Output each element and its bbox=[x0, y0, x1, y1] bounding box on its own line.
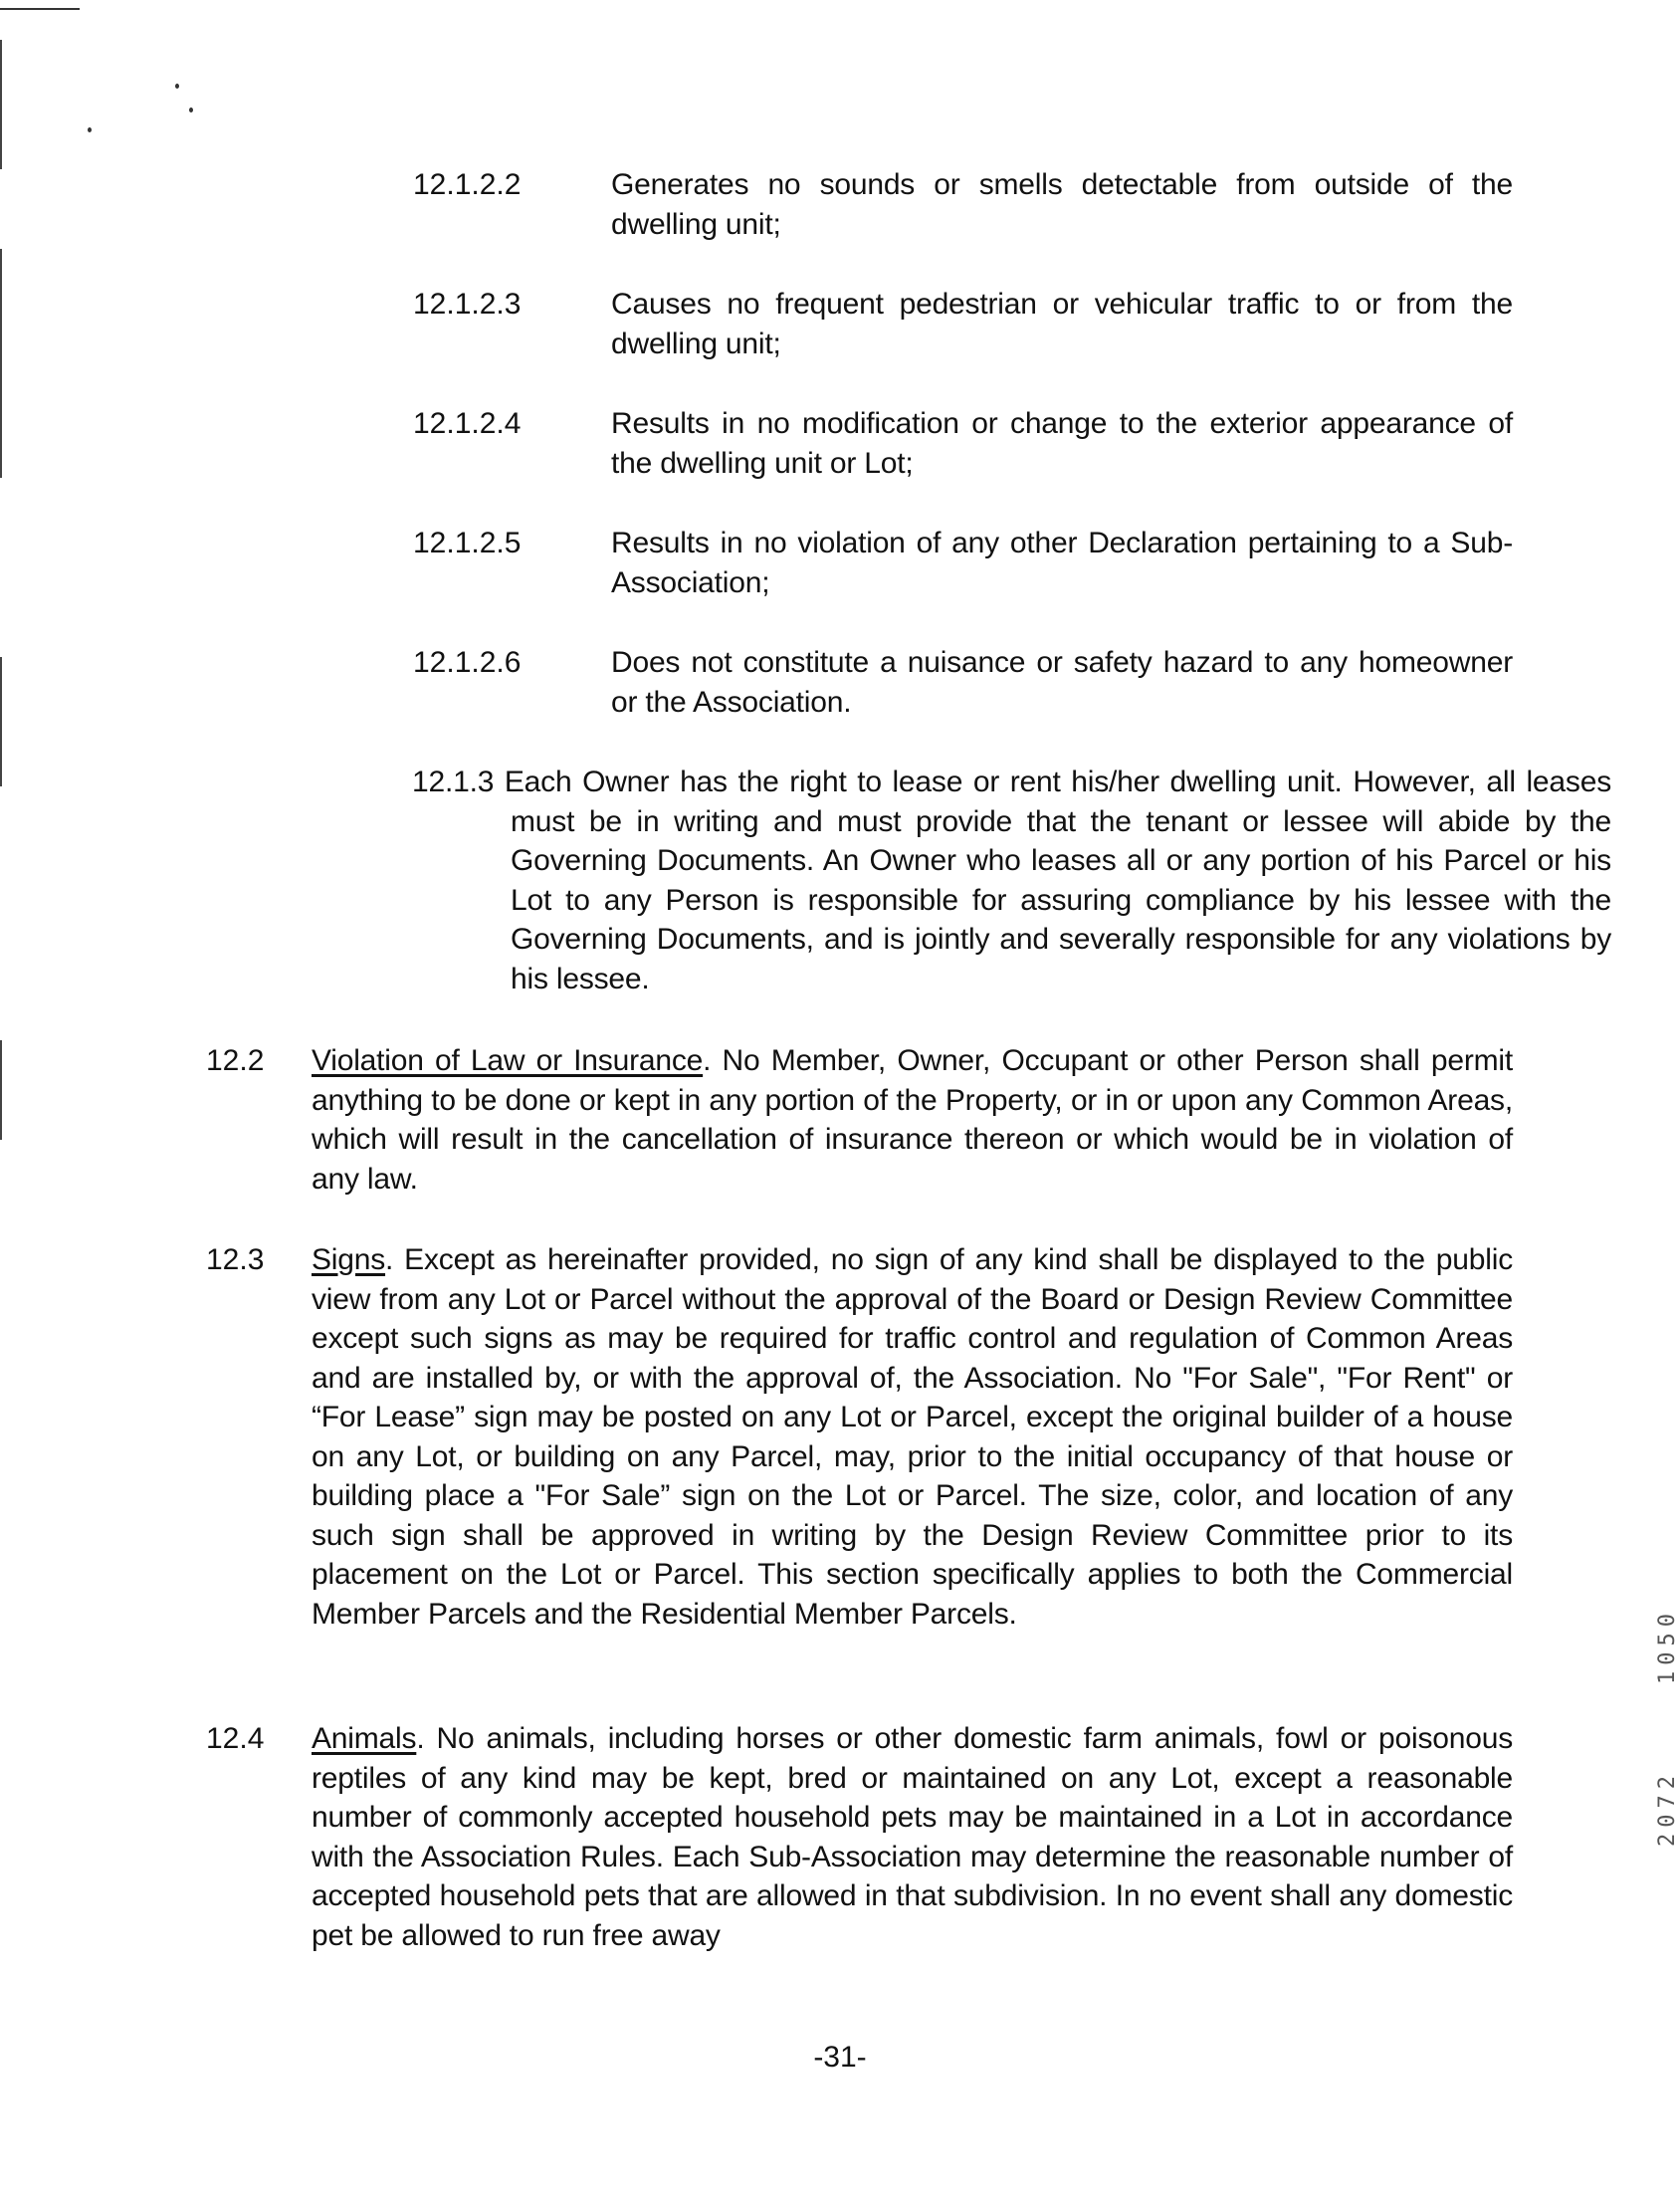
section-title: Signs bbox=[312, 1243, 386, 1276]
section-12-4 bbox=[312, 1719, 1513, 1955]
item-text: Generates no sounds or smells detectable from outside of the dwelling unit; bbox=[611, 168, 1513, 241]
section-number: 12.3 bbox=[206, 1243, 265, 1276]
stamp-text: 2072 bbox=[1655, 1770, 1680, 1847]
side-stamp-bottom bbox=[1656, 1770, 1680, 1852]
item-text: Results in no violation of any other Declaration pertaining to a Sub-Association; bbox=[611, 527, 1513, 599]
item-text: Results in no modification or change to the exterior appearance of the dwelling unit or Lot; bbox=[611, 407, 1513, 480]
section-text: . No Member, Owner, Occupant or other Person shall permit anything to be done or kept in any portion of the Property, or in or upon any Common Areas, which will result in the cancellation of insurance thereon or which would be in violation of any law. bbox=[312, 1044, 1513, 1196]
section-title: Violation of Law or Insurance bbox=[312, 1044, 704, 1077]
page-number: -31- bbox=[813, 2041, 867, 2074]
stamp-text: 1050 bbox=[1655, 1608, 1680, 1684]
item-number: 12.1.2.2 bbox=[413, 168, 522, 201]
section-12-3 bbox=[312, 1240, 1513, 1634]
section-text: . Except as hereinafter provided, no sign of any kind shall be displayed to the public view from any Lot or Parcel without the approval of the Board or Design Review Committee except such signs as may be required for traffic control and regulation of Common Areas and are installed by, or with the approval of, the Association. No "For Sale", "For Rent" or “For Lease” sign may be posted on any Lot or Parcel, except the original builder of a house on any Lot, or building on any Parcel, may, prior to the initial occupancy of that house or building place a "For Sale” sign on the Lot or Parcel. The size, color, and location of any such sign shall be approved in writing by the Design Review Committee prior to its placement on the Lot or Parcel. This section specifically applies to both the Commercial Member Parcels and the Residential Member Parcels. bbox=[312, 1243, 1513, 1631]
section-number: 12.2 bbox=[206, 1044, 265, 1077]
section-12-1-3 bbox=[412, 763, 1611, 998]
item-text: Causes no frequent pedestrian or vehicular traffic to or from the dwelling unit; bbox=[611, 288, 1513, 360]
scan-speck bbox=[88, 127, 92, 132]
item-number: 12.1.2.5 bbox=[413, 527, 522, 559]
scan-edge-mark bbox=[0, 40, 2, 169]
scan-edge-line bbox=[0, 8, 80, 10]
side-stamp-top bbox=[1656, 1608, 1680, 1689]
item-text: Does not constitute a nuisance or safety hazard to any homeowner or the Association. bbox=[611, 646, 1513, 719]
scan-edge-mark bbox=[0, 657, 2, 786]
section-text: . No animals, including horses or other domestic farm animals, fowl or poisonous reptiles of any kind may be kept, bred or maintained on any Lot, except a reasonable number of commonly accepted household pets may be maintained in a Lot in accordance with the Association Rules. Each Sub-Association may determine the reasonable number of accepted household pets that are allowed in that subdivision. In no event shall any domestic pet be allowed to run free away bbox=[312, 1722, 1513, 1952]
section-title: Animals bbox=[312, 1722, 417, 1755]
item-number: 12.1.2.6 bbox=[413, 646, 522, 679]
section-number: 12.1.3 bbox=[412, 766, 495, 798]
scan-edge-mark bbox=[0, 1040, 2, 1140]
section-text: Each Owner has the right to lease or rent his/her dwelling unit. However, all leases must be in writing and must provide that the tenant or lessee will abide by the Governing Documents. An Owner who leases all or any portion of his Parcel or his Lot to any Person is responsible for assuring compliance by his lessee with the Governing Documents, and is jointly and severally responsible for any violations by his lessee. bbox=[504, 766, 1611, 995]
section-12-2 bbox=[312, 1041, 1513, 1199]
scan-speck bbox=[189, 108, 193, 112]
item-number: 12.1.2.3 bbox=[413, 288, 522, 321]
item-number: 12.1.2.4 bbox=[413, 407, 522, 440]
scan-edge-mark bbox=[0, 249, 2, 478]
scan-speck bbox=[175, 84, 179, 89]
section-number: 12.4 bbox=[206, 1722, 265, 1755]
